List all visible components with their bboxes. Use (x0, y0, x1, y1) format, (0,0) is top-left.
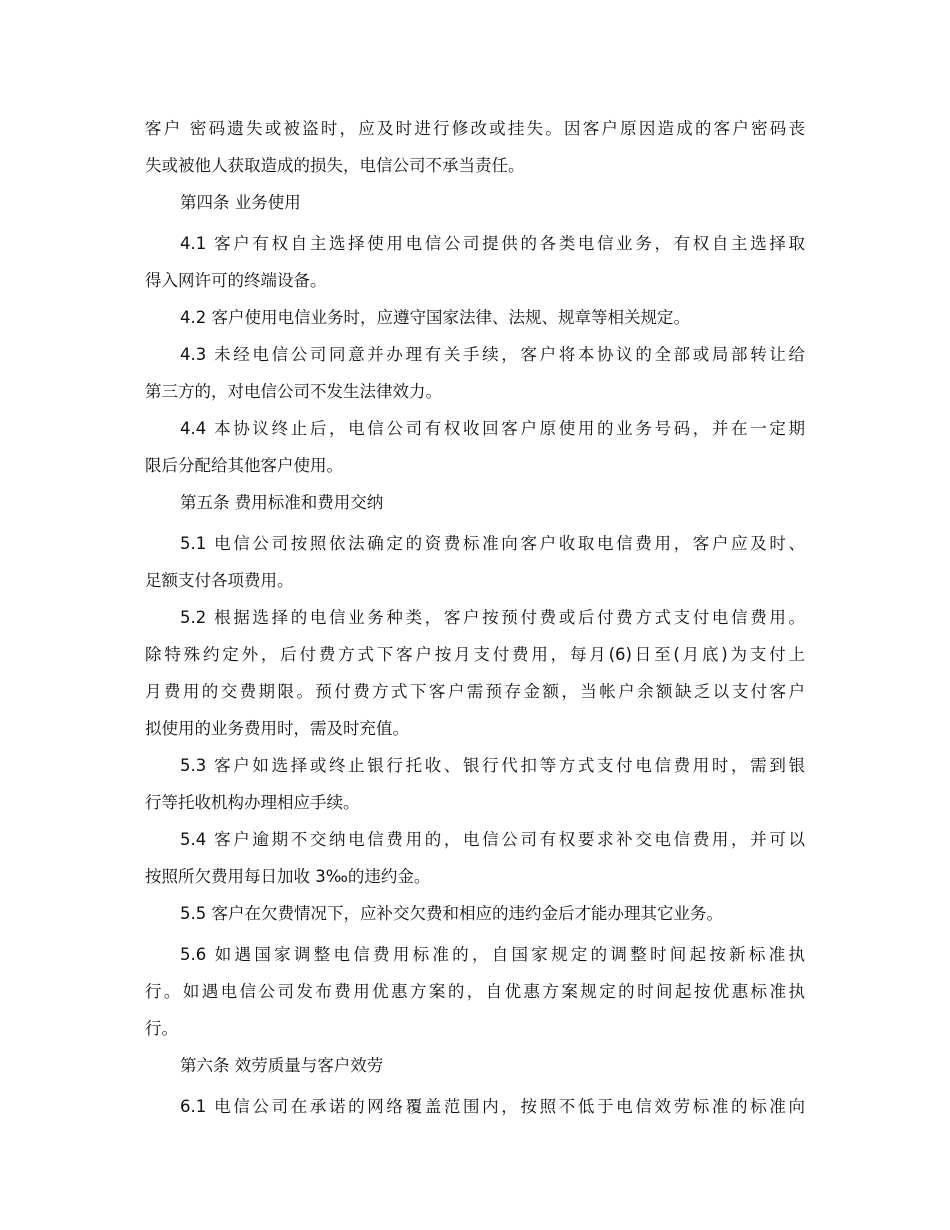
paragraph-line: 拟使用的业务费用时，需及时充值。 (145, 719, 409, 738)
paragraph-line: 4.4 本协议终止后，电信公司有权收回客户原使用的业务号码，并在一定期 (180, 419, 805, 438)
paragraph-line: 月费用的交费期限。预付费方式下客户需预存金额，当帐户余额缺乏以支付客户 (145, 682, 805, 701)
paragraph-line: 失或被他人获取造成的损失，电信公司不承当责任。 (145, 156, 525, 175)
section-heading: 第四条 业务使用 (180, 193, 301, 212)
paragraph-line: 按照所欠费用每日加收 3‰的违约金。 (145, 867, 431, 886)
paragraph-line: 足额支付各项费用。 (145, 571, 294, 590)
paragraph-line: 5.6 如遇国家调整电信费用标准的，自国家规定的调整时间起按新标准执 (180, 945, 805, 964)
section-heading: 第五条 费用标准和费用交纳 (180, 493, 384, 512)
paragraph-line: 6.1 电信公司在承诺的网络覆盖范围内，按照不低于电信效劳标准的标准向 (180, 1097, 805, 1116)
paragraph-line: 行。如遇电信公司发布费用优惠方案的，自优惠方案规定的时间起按优惠标准执 (145, 982, 805, 1001)
paragraph-line: 行等托收机构办理相应手续。 (145, 793, 360, 812)
paragraph-line: 5.2 根据选择的电信业务种类，客户按预付费或后付费方式支付电信费用。 (180, 608, 805, 627)
paragraph-line: 5.4 客户逾期不交纳电信费用的，电信公司有权要求补交电信费用，并可以 (180, 830, 805, 849)
paragraph-line: 5.5 客户在欠费情况下，应补交欠费和相应的违约金后才能办理其它业务。 (180, 904, 723, 923)
paragraph-line: 4.2 客户使用电信业务时，应遵守国家法律、法规、规章等相关规定。 (180, 308, 690, 327)
paragraph-line: 4.3 未经电信公司同意并办理有关手续，客户将本协议的全部或局部转让给 (180, 345, 805, 364)
paragraph-line: 得入网许可的终端设备。 (145, 271, 327, 290)
paragraph-line: 5.3 客户如选择或终止银行托收、银行代扣等方式支付电信费用时，需到银 (180, 756, 805, 775)
section-heading: 第六条 效劳质量与客户效劳 (180, 1056, 384, 1075)
paragraph-line: 5.1 电信公司按照依法确定的资费标准向客户收取电信费用，客户应及时、 (180, 534, 805, 553)
paragraph-line: 4.1 客户有权自主选择使用电信公司提供的各类电信业务，有权自主选择取 (180, 234, 805, 253)
paragraph-line: 客户 密码遗失或被盗时，应及时进行修改或挂失。因客户原因造成的客户密码丧 (145, 119, 805, 138)
paragraph-line: 行。 (145, 1019, 178, 1038)
paragraph-line: 第三方的，对电信公司不发生法律效力。 (145, 382, 442, 401)
paragraph-line: 除特殊约定外，后付费方式下客户按月支付费用，每月(6)日至(月底)为支付上 (145, 645, 805, 664)
paragraph-line: 限后分配给其他客户使用。 (145, 456, 343, 475)
